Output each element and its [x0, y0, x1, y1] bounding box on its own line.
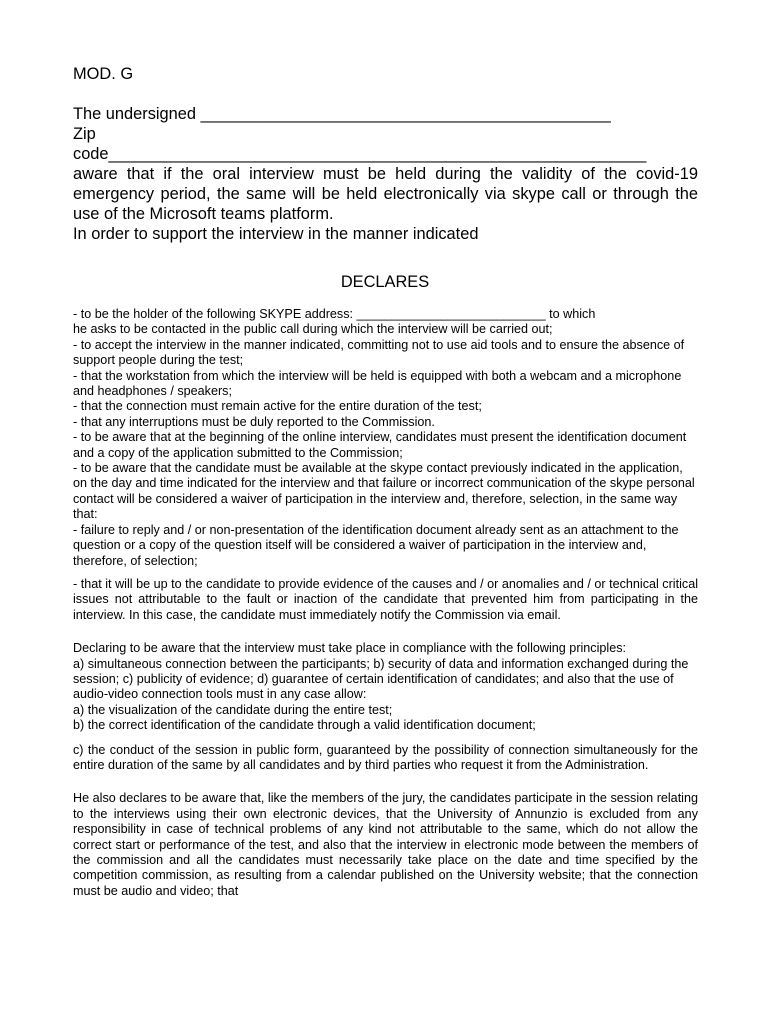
zip-label: Zip: [73, 125, 96, 143]
principle-a: a) the visualization of the candidate during the entire test;: [73, 702, 393, 717]
principles-ab: a) simultaneous connection between the participants; b) security of data and information exchanged during the session; c) publicity of evidence; d) guarantee of certain identification of candidates; and also that the use of audio-video connection tools must in any case allow:: [73, 656, 689, 702]
principles-intro: Declaring to be aware that the interview must take place in compliance with the following principles:: [73, 641, 627, 656]
failure-clause: - failure to reply and / or non-presentation of the identification document already sent as an attachment to the question or a copy of the question itself will be considered a waiver of participation in the interview and, therefore, of selection;: [73, 522, 679, 568]
skype-contact-line: he asks to be contacted in the public call during which the interview will be carried out;: [73, 322, 553, 337]
final-declaration: He also declares to be aware that, like the members of the jury, the candidates participate in the session relating to the interviews using their own electronic devices, that the University of Annunzio is excluded from any responsibility in case of technical problems of any kind not attributable to the same, which do not allow the correct start or performance of the test, and also that the interview in electronic mode between the members of the commission and all the candidates must necessarily take place on the date and time specified by the competition commission, as resulting from a calendar published on the University website; that the connection must be audio and video; that: [73, 791, 698, 898]
support-statement: In order to support the interview in the manner indicated: [73, 225, 479, 243]
code-line: code___________________________________________________________: [73, 145, 647, 163]
form-code: MOD. G: [73, 65, 134, 83]
availability-clause: - to be aware that the candidate must be available at the skype contact previously indicated in the application, on the day and time indicated for the interview and that failure or incorrect communication of the skype personal contact will be considered a waiver of participation in the interview and, therefore, selection, in the same way that:: [73, 461, 695, 522]
online-interview-clause: - to be aware that at the beginning of the online interview, candidates must present the identification document and a copy of the application submitted to the Commission;: [73, 430, 687, 460]
principle-c: c) the conduct of the session in public form, guaranteed by the possibility of connection simultaneously for the entire duration of the same by all candidates and by third parties who request it from the Administration.: [73, 742, 698, 772]
principle-b: b) the correct identification of the candidate through a valid identification document;: [73, 718, 536, 733]
connection-clause: - that the connection must remain active for the entire duration of the test;: [73, 399, 482, 414]
evidence-clause: - that it will be up to the candidate to provide evidence of the causes and / or anomalies and / or technical critical issues not attributable to the fault or inaction of the candidate that prevented him from participating in the interview. In this case, the candidate must immediately notify the Commission via email.: [73, 576, 698, 622]
undersigned-line: The undersigned _____________________________________________: [73, 105, 611, 123]
document-body: [73, 307, 698, 899]
interruptions-clause: - that any interruptions must be duly reported to the Commission.: [73, 414, 435, 429]
workstation-clause: - that the workstation from which the interview will be held is equipped with both a webcam and a microphone and headphones / speakers;: [73, 368, 682, 399]
document-header: [73, 64, 698, 244]
awareness-statement: aware that if the oral interview must be held during the validity of the covid-19 emergency period, the same will be held electronically via skype call or through the use of the Microsoft teams platform.: [73, 165, 698, 223]
skype-address-line: - to be the holder of the following SKYPE address: ___________________________ to which: [73, 307, 596, 321]
accept-clause: - to accept the interview in the manner indicated, committing not to use aid tools and to ensure the absence of support people during the test;: [73, 337, 685, 368]
declares-heading: DECLARES: [340, 273, 430, 291]
